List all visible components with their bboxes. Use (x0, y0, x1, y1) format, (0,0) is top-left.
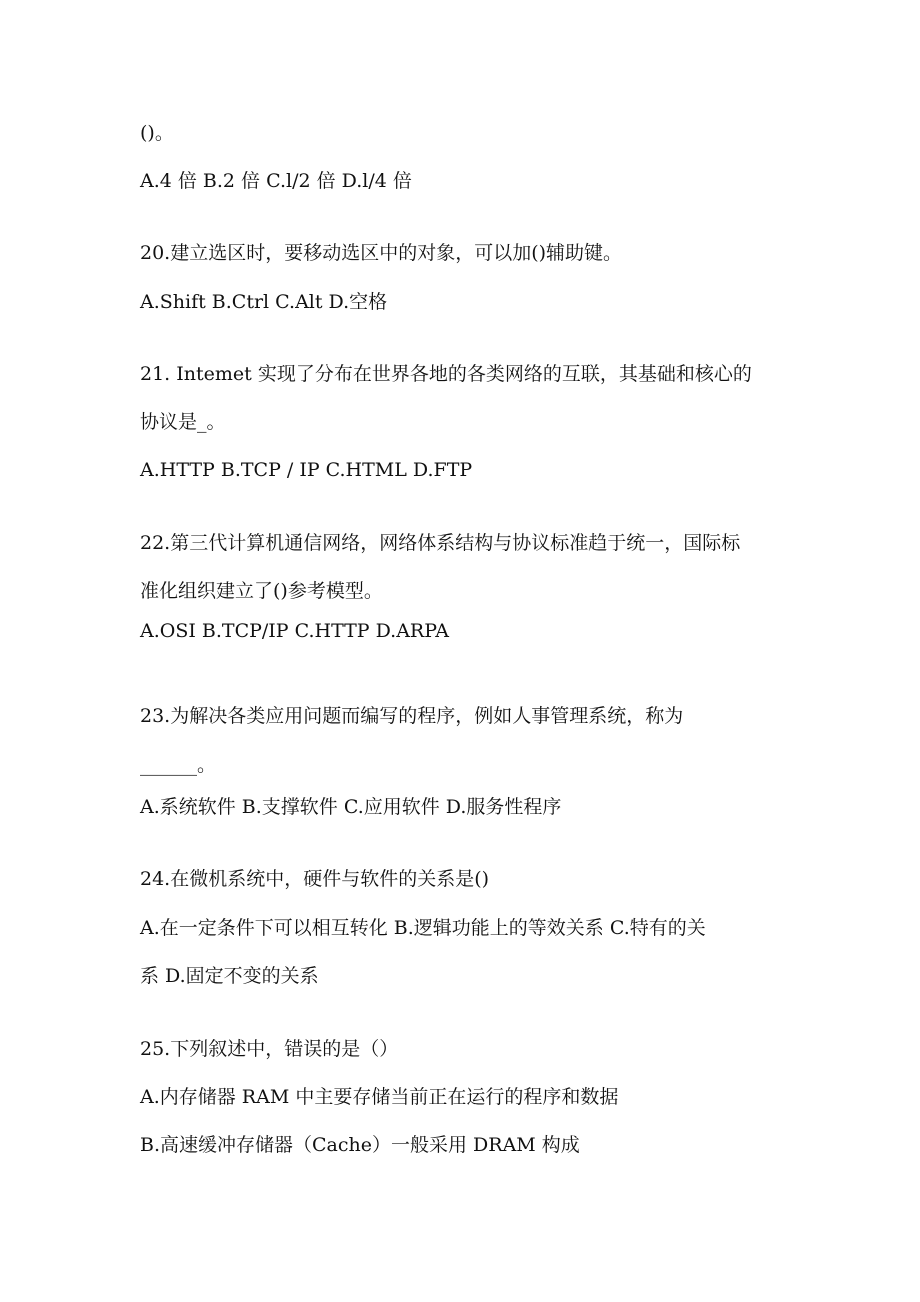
q21-stem-line2: 协议是_。 (140, 411, 226, 433)
q24-options-line2: 系 D.固定不变的关系 (140, 965, 319, 987)
q22-stem-line2: 准化组织建立了()参考模型。 (140, 580, 383, 602)
q23-stem-line1: 23.为解决各类应用问题而编写的程序，例如人事管理系统，称为 (140, 705, 684, 727)
q22-options: A.OSI B.TCP/IP C.HTTP D.ARPA (140, 620, 450, 642)
q23-options: A.系统软件 B.支撑软件 C.应用软件 D.服务性程序 (140, 796, 562, 818)
q22-stem-line1: 22.第三代计算机通信网络，网络体系结构与协议标准趋于统一，国际标 (140, 532, 741, 554)
q24-options-line1: A.在一定条件下可以相互转化 B.逻辑功能上的等效关系 C.特有的关 (140, 917, 706, 939)
q25-stem: 25.下列叙述中，错误的是（） (140, 1038, 399, 1060)
q25-option-b: B.高速缓冲存储器（Cache）一般采用 DRAM 构成 (140, 1134, 580, 1156)
q20-stem: 20.建立选区时，要移动选区中的对象，可以加()辅助键。 (140, 242, 623, 264)
q19-stem-end: ()。 (140, 122, 174, 144)
q21-options: A.HTTP B.TCP / IP C.HTML D.FTP (140, 459, 473, 481)
q24-stem: 24.在微机系统中，硬件与软件的关系是() (140, 868, 490, 890)
q21-stem-line1: 21. Intemet 实现了分布在世界各地的各类网络的互联，其基础和核心的 (140, 363, 752, 385)
q19-options: A.4 倍 B.2 倍 C.l/2 倍 D.l/4 倍 (140, 170, 412, 192)
q25-option-a: A.内存储器 RAM 中主要存储当前正在运行的程序和数据 (140, 1086, 619, 1108)
q20-options: A.Shift B.Ctrl C.Alt D.空格 (140, 291, 388, 313)
q23-stem-line2: ______。 (140, 754, 217, 776)
